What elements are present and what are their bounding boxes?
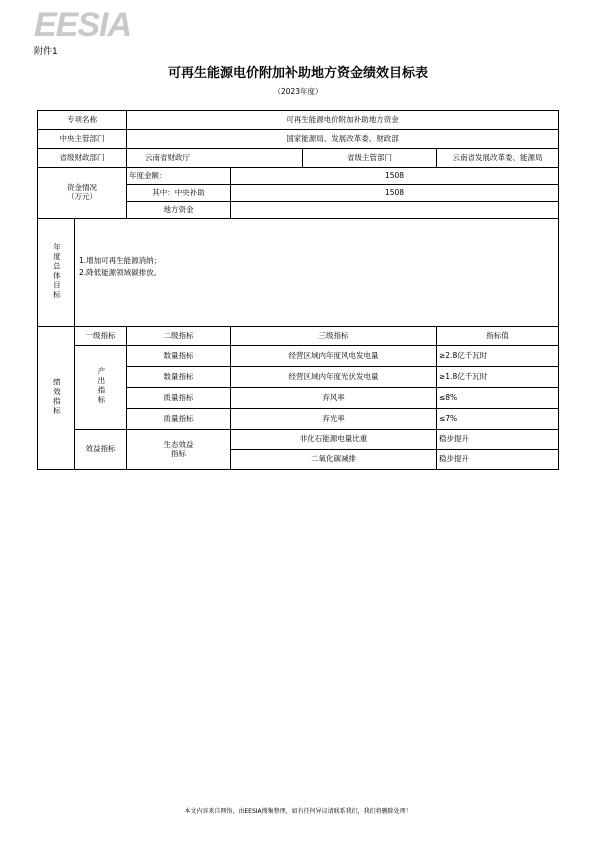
attachment-label: 附件1 [34, 47, 58, 57]
value-cell: ≤8% [437, 388, 559, 409]
indicator-row [38, 430, 559, 450]
level3-cell: 弃光率 [231, 409, 437, 430]
funds-annual-label: 年度金额： [127, 168, 231, 185]
output-label: 产出指标 [96, 367, 106, 406]
funds-annual-row [38, 168, 559, 185]
performance-target-table [37, 110, 559, 470]
project-value: 可再生能源电价附加补助地方资金 [127, 111, 559, 130]
objective-row [38, 219, 559, 327]
objective-content [75, 219, 559, 327]
funds-central-value: 1508 [231, 185, 559, 202]
eesia-logo: EESIA [34, 6, 132, 44]
province-row [38, 149, 559, 168]
value-cell: ≥1.8亿千瓦时 [437, 367, 559, 388]
level3-cell: 弃风率 [231, 388, 437, 409]
value-cell: 稳步提升 [437, 450, 559, 470]
central-dept-row [38, 130, 559, 149]
header-level2: 二级指标 [127, 327, 231, 346]
objective-item: 2.降低能源领域碳排放。 [79, 268, 162, 277]
indicator-header-row [38, 327, 559, 346]
objective-item: 1.增加可再生能源消纳； [79, 256, 162, 265]
benefit-label: 效益指标 [75, 430, 127, 470]
indicators-label: 绩效指标 [52, 377, 62, 416]
footer-note: 本文内容来自网络，由EESIA搜集整理，如有任何异议请联系我们，我们将删除处理！ [184, 808, 412, 815]
level2-cell: 数量指标 [127, 367, 231, 388]
year-label: （2023年度） [273, 87, 323, 96]
value-cell: ≥2.8亿千瓦时 [437, 346, 559, 367]
value-cell: ≤7% [437, 409, 559, 430]
province-admin-value: 云南省发展改革委、能源局 [437, 149, 559, 168]
header-value: 指标值 [437, 327, 559, 346]
province-admin-label: 省级主管部门 [303, 149, 437, 168]
level3-cell: 经营区域内年度风电发电量 [231, 346, 437, 367]
funds-central-label: 其中：中央补助 [127, 185, 231, 202]
value-cell: 稳步提升 [437, 430, 559, 450]
project-row [38, 111, 559, 130]
level3-cell: 经营区域内年度光伏发电量 [231, 367, 437, 388]
page-title: 可再生能源电价附加补助地方资金绩效目标表 [167, 66, 428, 81]
indicator-row [38, 346, 559, 367]
benefit-level2: 生态效益 指标 [127, 430, 231, 470]
objective-label: 年度总体目标 [52, 242, 62, 300]
funds-label: 资金情况 （万元） [38, 168, 127, 219]
funds-local-label: 地方资金 [127, 202, 231, 219]
level2-cell: 数量指标 [127, 346, 231, 367]
province-finance-value: 云南省财政厅 [127, 149, 303, 168]
level2-cell: 质量指标 [127, 388, 231, 409]
province-finance-label: 省级财政部门 [38, 149, 127, 168]
project-label: 专项名称 [38, 111, 127, 130]
header-level3: 三级指标 [231, 327, 437, 346]
level3-cell: 非化石能源电量比重 [231, 430, 437, 450]
central-dept-value: 国家能源局、发展改革委、财政部 [127, 130, 559, 149]
header-level1: 一级指标 [75, 327, 127, 346]
level2-cell: 质量指标 [127, 409, 231, 430]
funds-local-value [231, 202, 559, 219]
level3-cell: 二氧化碳减排 [231, 450, 437, 470]
funds-annual-value: 1508 [231, 168, 559, 185]
central-dept-label: 中央主管部门 [38, 130, 127, 149]
